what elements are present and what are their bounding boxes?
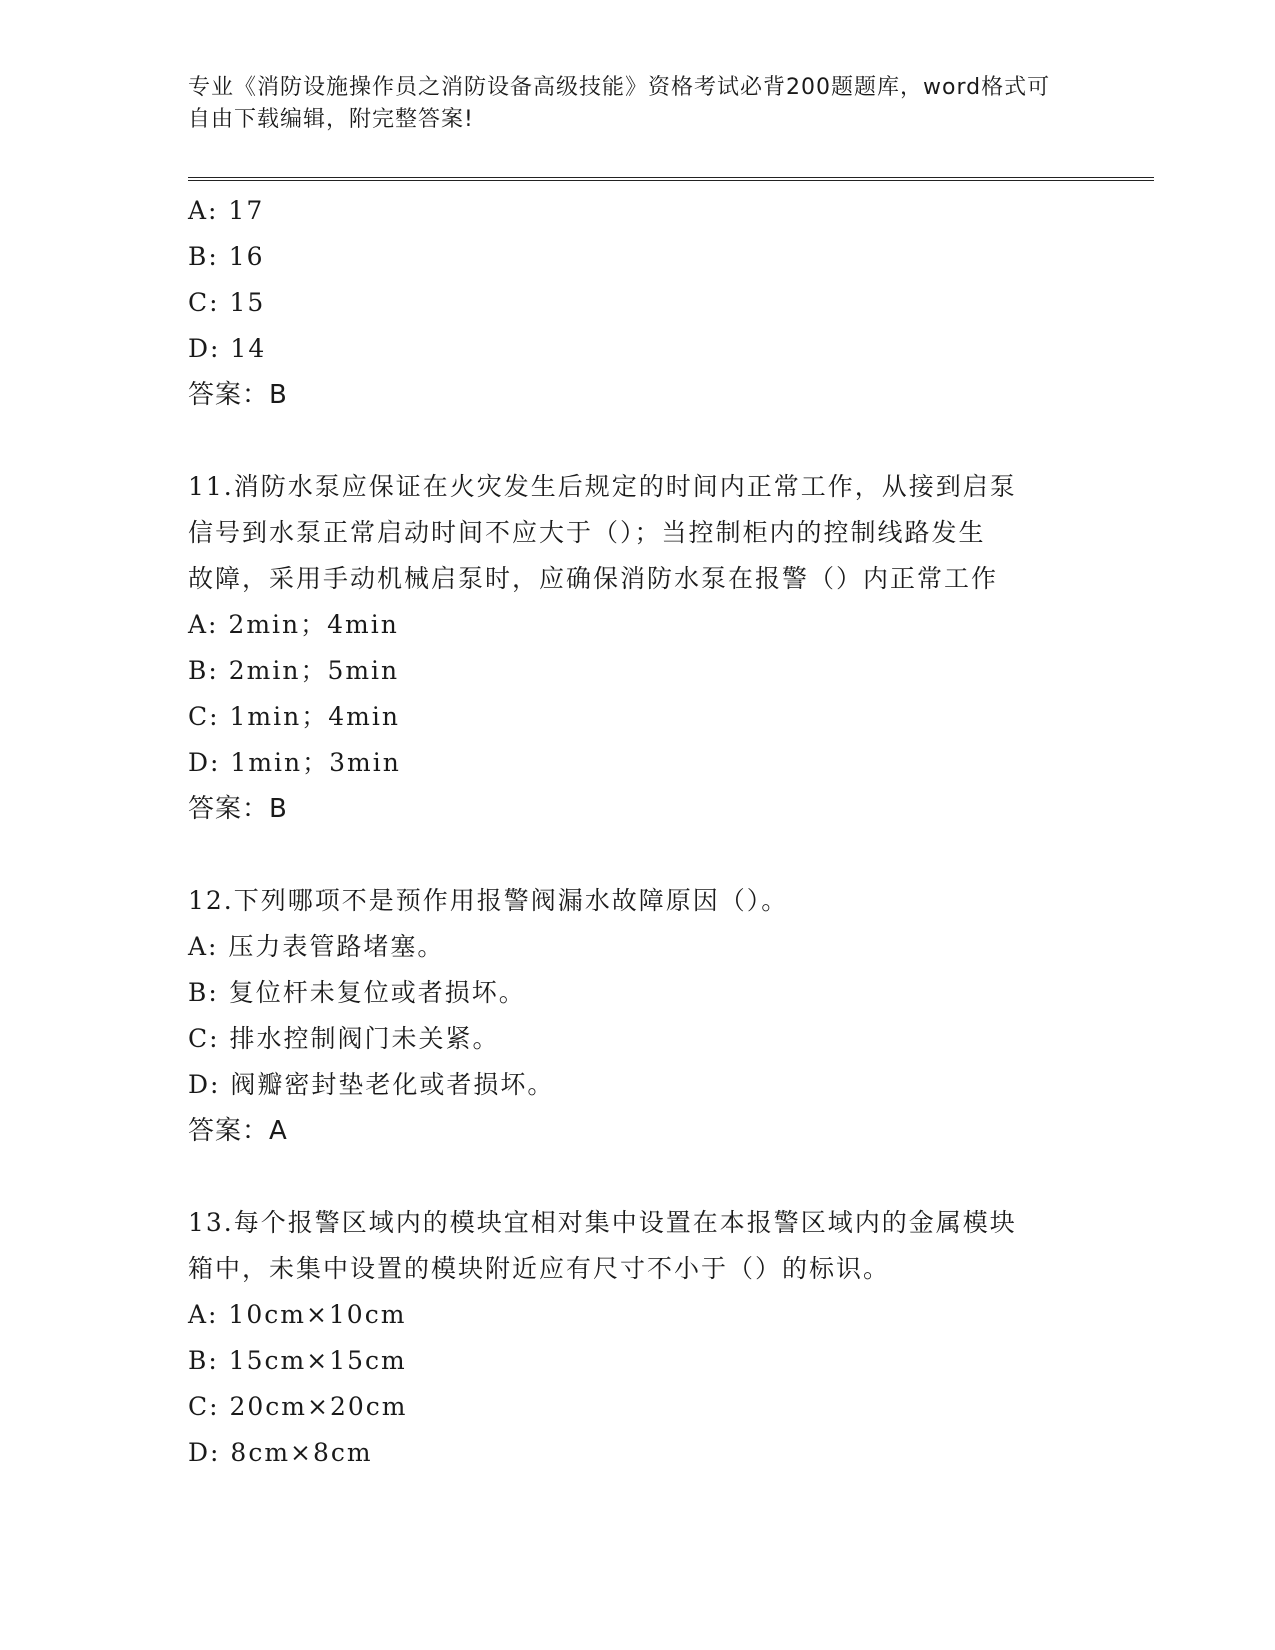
question-text-line: 11.消防水泵应保证在火灾发生后规定的时间内正常工作，从接到启泵: [188, 472, 1017, 501]
option-d: D: 14: [188, 334, 267, 363]
option-c: C: 20cm×20cm: [188, 1392, 408, 1421]
page-header: 专业《消防设施操作员之消防设备高级技能》资格考试必背200题题库，word格式可自由下载编辑，附完整答案!: [188, 75, 1051, 132]
option-d: D: 8cm×8cm: [188, 1438, 373, 1467]
question-list: [188, 188, 1088, 1476]
option-b: B: 复位杆未复位或者损坏。: [188, 978, 526, 1007]
option-a: A: 17: [188, 196, 265, 225]
option-c: C: 排水控制阀门未关紧。: [188, 1024, 500, 1053]
option-a: A: 压力表管路堵塞。: [188, 932, 445, 961]
answer-label: 答案：B: [188, 794, 288, 824]
question-text-line: 故障，采用手动机械启泵时，应确保消防水泵在报警（）内正常工作: [188, 564, 999, 593]
option-a: A: 10cm×10cm: [188, 1300, 407, 1329]
option-c: C: 1min；4min: [188, 702, 400, 731]
option-c: C: 15: [188, 288, 266, 317]
option-d: D: 1min；3min: [188, 748, 401, 777]
answer-label: 答案：B: [188, 380, 288, 410]
question-text-line: 信号到水泵正常启动时间不应大于（）；当控制柜内的控制线路发生: [188, 518, 986, 547]
question-text-line: 12.下列哪项不是预作用报警阀漏水故障原因（）。: [188, 886, 789, 915]
question-13: [188, 1200, 1088, 1476]
question-11: [188, 464, 1088, 832]
option-b: B: 15cm×15cm: [188, 1346, 407, 1375]
question-10-continued: [188, 188, 1088, 418]
option-a: A: 2min；4min: [188, 610, 399, 639]
question-12: [188, 878, 1088, 1154]
option-b: B: 16: [188, 242, 265, 271]
header-divider: [188, 177, 1154, 181]
option-d: D: 阀瓣密封垫老化或者损坏。: [188, 1070, 555, 1099]
option-b: B: 2min；5min: [188, 656, 400, 685]
question-text-line: 13.每个报警区域内的模块宜相对集中设置在本报警区域内的金属模块: [188, 1208, 1017, 1237]
question-text-line: 箱中，未集中设置的模块附近应有尺寸不小于（）的标识。: [188, 1254, 891, 1283]
answer-label: 答案：A: [188, 1116, 288, 1146]
